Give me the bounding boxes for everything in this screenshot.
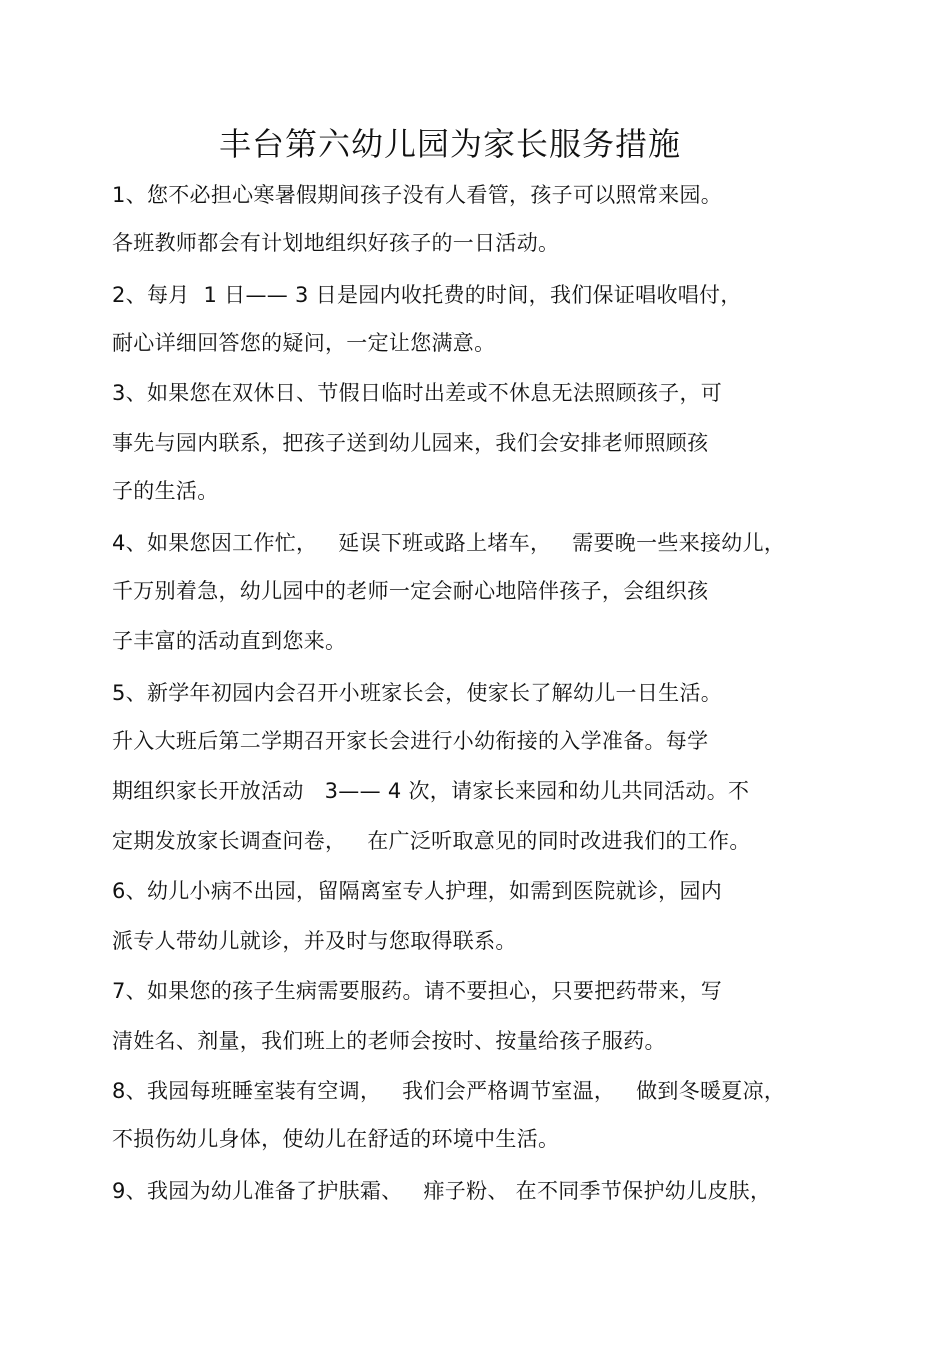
text-line: 2、每月 1 日—— 3 日是园内收托费的时间，我们保证唱收唱付， bbox=[112, 283, 742, 307]
text-line: 3、如果您在双休日、节假日临时出差或不休息无法照顾孩子，可 bbox=[112, 381, 723, 405]
text-line: 不损伤幼儿身体，使幼儿在舒适的环境中生活。 bbox=[112, 1127, 560, 1151]
text-line: 1、您不必担心寒暑假期间孩子没有人看管，孩子可以照常来园。 bbox=[112, 183, 723, 207]
text-line: 升入大班后第二学期召开家长会进行小幼衔接的入学准备。每学 bbox=[112, 729, 709, 753]
text-line: 9、我园为幼儿准备了护肤霜、 痱子粉、 在不同季节保护幼儿皮肤， bbox=[112, 1179, 772, 1203]
text-line: 定期发放家长调查问卷， 在广泛听取意见的同时改进我们的工作。 bbox=[112, 829, 751, 853]
text-line: 6、幼儿小病不出园，留隔离室专人护理，如需到医院就诊，园内 bbox=[112, 879, 723, 903]
document-title: 丰台第六幼儿园为家长服务措施 bbox=[218, 125, 681, 163]
text-line: 派专人带幼儿就诊，并及时与您取得联系。 bbox=[112, 929, 517, 953]
text-line: 7、如果您的孩子生病需要服药。请不要担心，只要把药带来，写 bbox=[112, 979, 723, 1003]
text-line: 4、如果您因工作忙， 延误下班或路上堵车， 需要晚一些来接幼儿， bbox=[112, 531, 786, 555]
text-line: 各班教师都会有计划地组织好孩子的一日活动。 bbox=[112, 231, 560, 255]
text-line: 千万别着急，幼儿园中的老师一定会耐心地陪伴孩子，会组织孩 bbox=[112, 579, 709, 603]
text-line: 5、新学年初园内会召开小班家长会，使家长了解幼儿一日生活。 bbox=[112, 681, 723, 705]
text-line: 事先与园内联系，把孩子送到幼儿园来，我们会安排老师照顾孩 bbox=[112, 431, 709, 455]
text-line: 子丰富的活动直到您来。 bbox=[112, 629, 347, 653]
text-line: 8、我园每班睡室装有空调， 我们会严格调节室温， 做到冬暖夏凉， bbox=[112, 1079, 786, 1103]
text-line: 耐心详细回答您的疑问，一定让您满意。 bbox=[112, 331, 496, 355]
text-line: 期组织家长开放活动 3—— 4 次，请家长来园和幼儿共同活动。不 bbox=[112, 779, 750, 803]
text-line: 清姓名、剂量，我们班上的老师会按时、按量给孩子服药。 bbox=[112, 1029, 666, 1053]
text-line: 子的生活。 bbox=[112, 479, 219, 503]
